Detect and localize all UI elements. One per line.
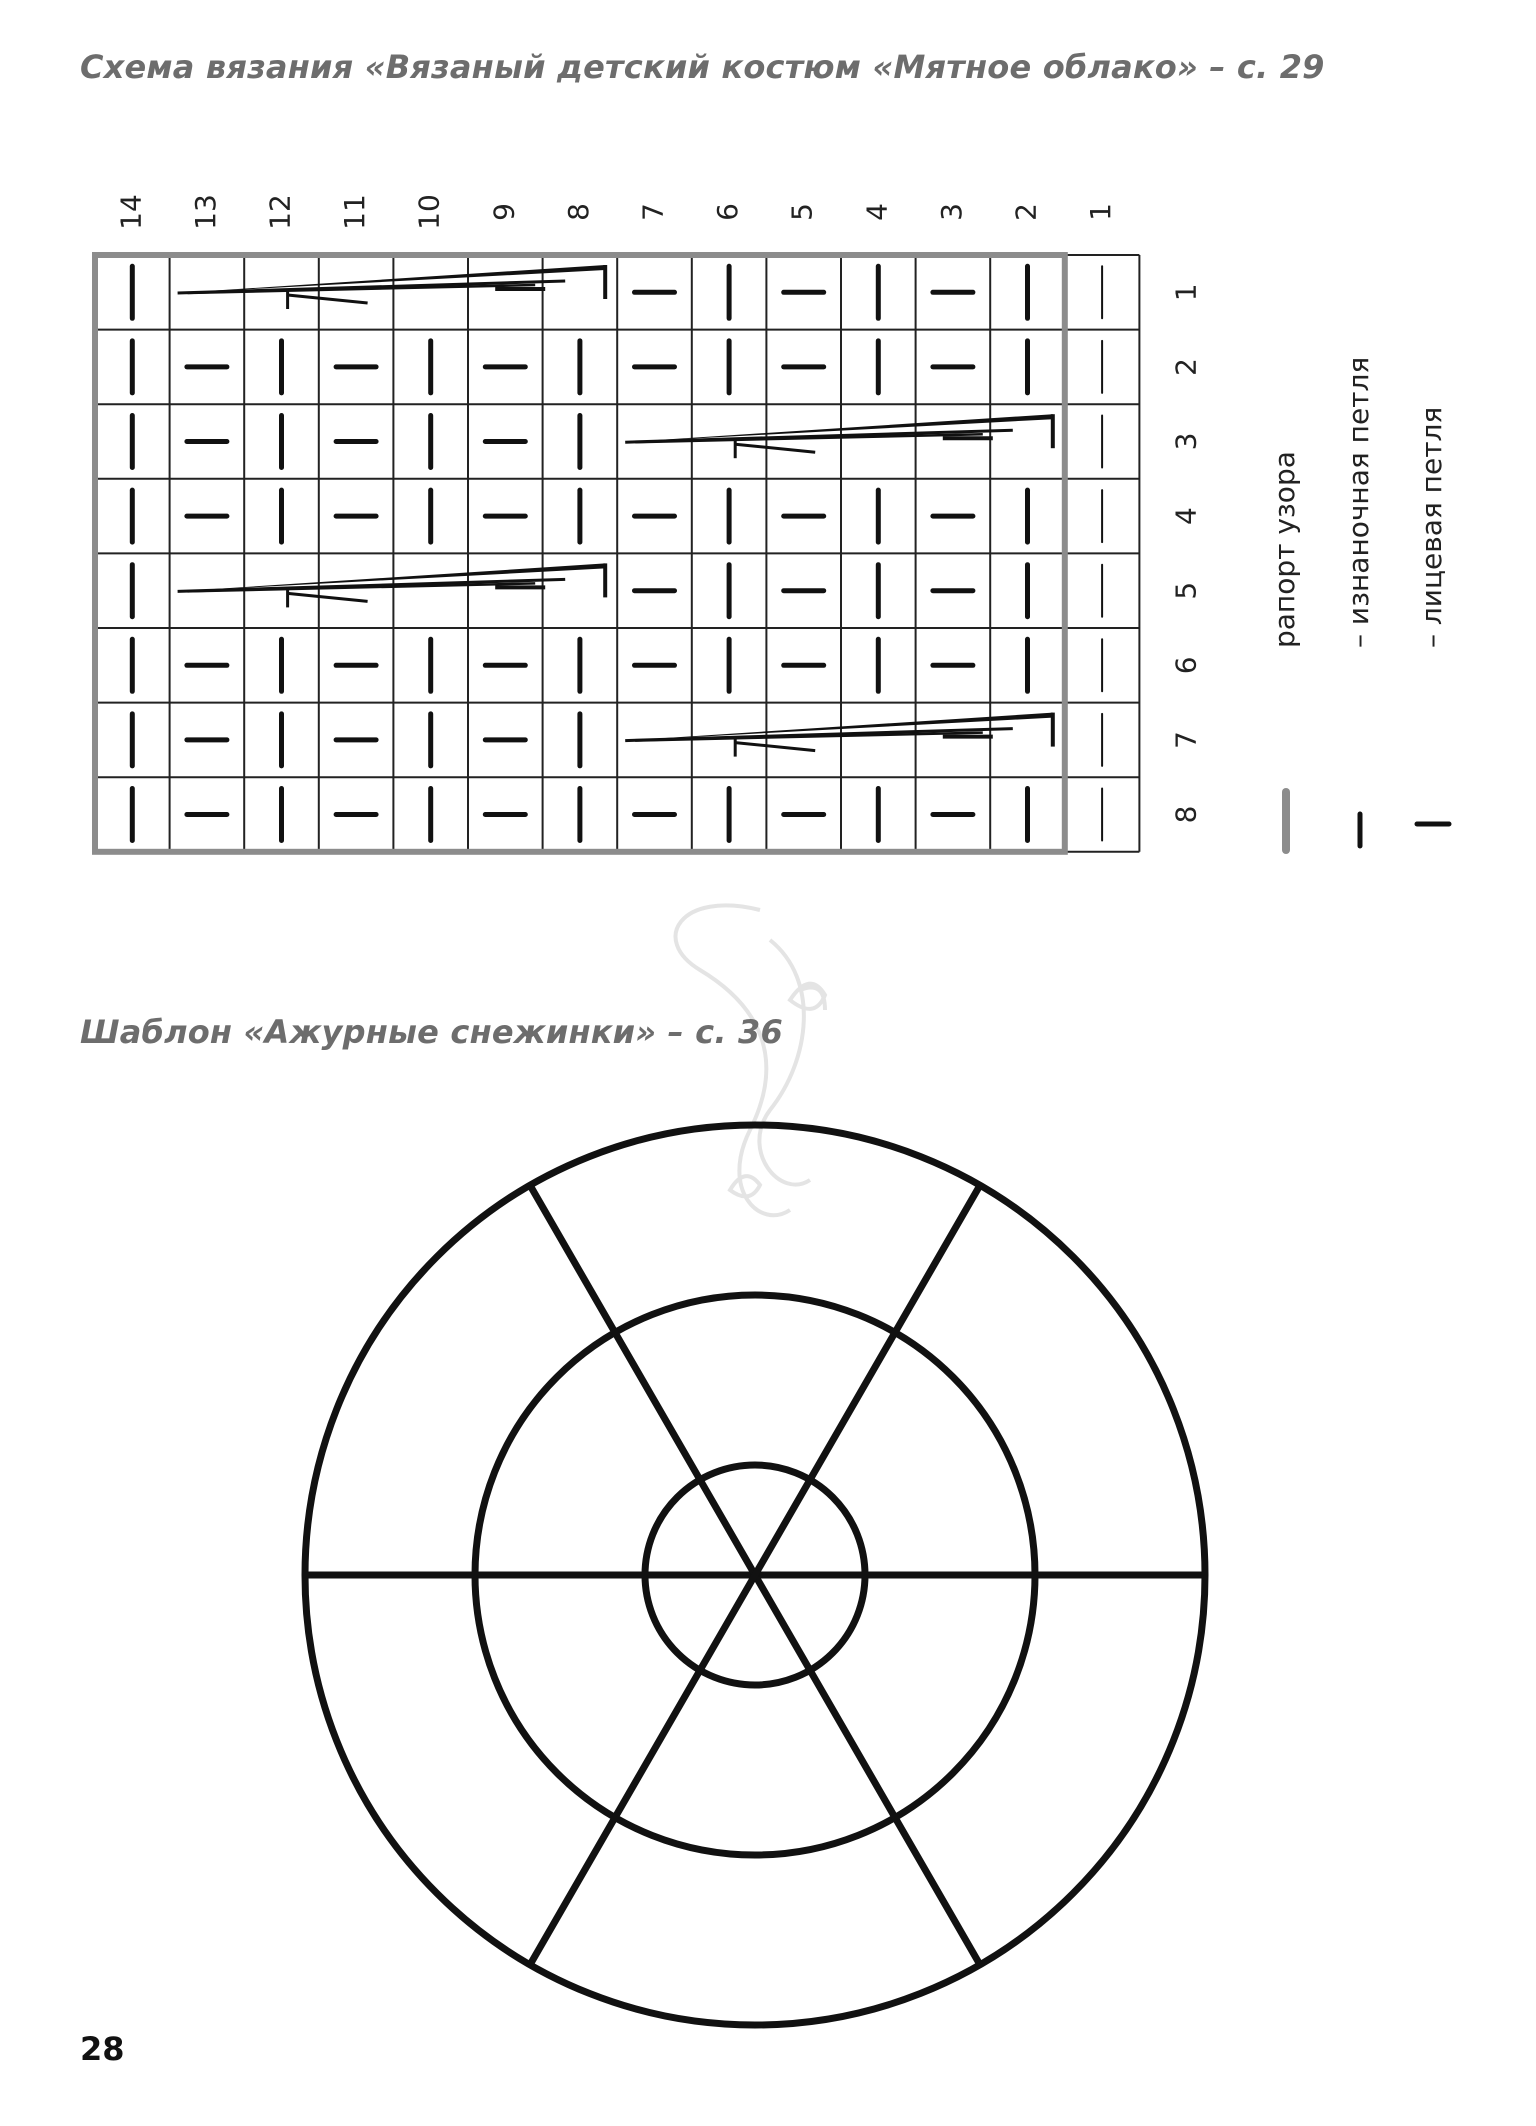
cable-symbols <box>178 265 1053 757</box>
column-number-label: 6 <box>711 203 745 221</box>
column-number-label: 8 <box>561 203 595 221</box>
snowflake-template <box>290 1110 1230 2050</box>
column-number-label: 13 <box>188 194 222 230</box>
legend-label: – лицевая петля <box>1415 406 1448 648</box>
chart-grid <box>95 255 1139 852</box>
row-number-label: 2 <box>1169 357 1203 376</box>
legend-label: – изнаночная петля <box>1342 356 1375 648</box>
cable-cross-symbol <box>178 563 606 607</box>
template-spokes <box>305 1185 1205 1964</box>
column-number-label: 3 <box>934 203 968 221</box>
row-number-label: 7 <box>1169 730 1203 749</box>
row-number-label: 3 <box>1169 432 1203 451</box>
row-number-label: 5 <box>1169 581 1203 600</box>
column-number-label: 7 <box>636 203 670 221</box>
chart-legend <box>1268 357 1449 850</box>
row-number-label: 8 <box>1169 805 1203 824</box>
cable-cross-symbol <box>625 414 1053 458</box>
column-number-label: 11 <box>338 194 372 230</box>
row-number-label: 6 <box>1169 656 1203 675</box>
template-title: Шаблон «Ажурные снежинки» – с. 36 <box>80 1013 783 1051</box>
knitting-chart <box>0 170 1536 890</box>
row-number-labels <box>1169 283 1202 823</box>
cable-cross-symbol <box>178 265 606 309</box>
page-number: 28 <box>80 2030 125 2068</box>
column-number-label: 10 <box>412 194 446 230</box>
column-number-label: 1 <box>1084 203 1118 221</box>
column-number-label: 9 <box>487 203 521 221</box>
column-number-label: 2 <box>1009 203 1043 221</box>
column-number-label: 12 <box>263 194 297 230</box>
column-number-labels <box>114 194 1117 230</box>
legend-label: рапорт узора <box>1268 451 1301 648</box>
column-number-label: 5 <box>785 203 819 221</box>
row-number-label: 1 <box>1169 283 1203 302</box>
cable-cross-symbol <box>625 713 1053 757</box>
chart-title: Схема вязания «Вязаный детский костюм «Мятное облако» – с. 29 <box>80 48 1325 86</box>
column-number-label: 4 <box>860 203 894 221</box>
row-number-label: 4 <box>1169 507 1203 526</box>
column-number-label: 14 <box>114 194 148 230</box>
